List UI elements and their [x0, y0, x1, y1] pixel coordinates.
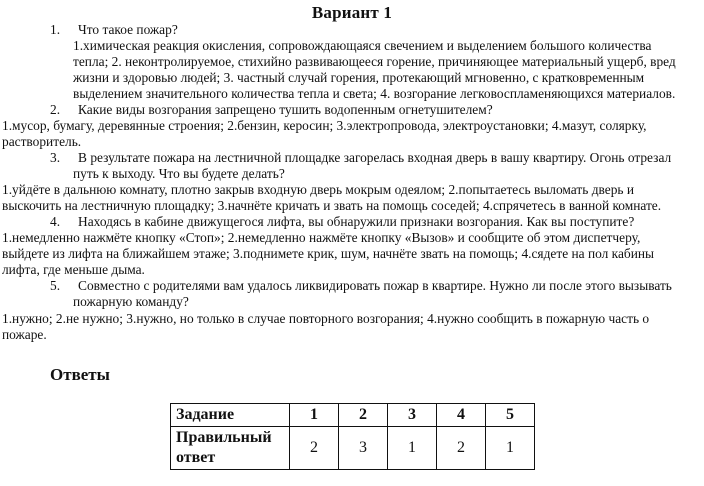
answer-line: выскочить на лестничную площадку; 3.начнёте кричать и звать на помощь соседей; 4.спрячетесь в ванной комнате.: [2, 198, 662, 213]
question-number: 2.: [50, 102, 61, 117]
answer-line: пожаре.: [2, 327, 47, 342]
question-text: Находясь в кабине движущегося лифта, вы обнаружили признаки возгорания. Как вы поступите?: [78, 214, 635, 229]
answer-line: 1.химическая реакция окисления, сопровождающаяся свечением и выделением большого количества: [73, 38, 652, 53]
answer-line: растворитель.: [2, 134, 82, 149]
question-4: [50, 214, 634, 230]
question-number: 5.: [50, 278, 61, 293]
task-number-cell: 4: [437, 404, 486, 427]
table-row: [171, 404, 535, 427]
answer-line: тепла; 2. неконтролируемое, стихийно развивающееся горение, причиняющее материальный ущерб, вред: [73, 54, 676, 69]
answer-key-table: [170, 403, 535, 470]
question-2: [50, 102, 493, 118]
correct-answer-cell: 1: [388, 427, 437, 470]
question-text-continued: пожарную команду?: [73, 294, 189, 309]
task-number-cell: 5: [486, 404, 535, 427]
answer-line: жизни и здоровью людей; 3. частный случай горения, протекающий мгновенно, с кратковременным: [73, 70, 645, 85]
table-row: [171, 427, 535, 470]
answer-line: лифта, где меньше дыма.: [2, 262, 145, 277]
question-text: Совместно с родителями вам удалось ликвидировать пожар в квартире. Нужно ли после этого вызывать: [78, 278, 672, 293]
question-3: [50, 150, 671, 166]
variant-title: Вариант 1: [311, 3, 393, 22]
label-line: Правильный: [176, 429, 272, 446]
question-1: [50, 22, 178, 38]
correct-answer-cell: 3: [339, 427, 388, 470]
answer-line: 1.мусор, бумагу, деревянные строения; 2.бензин, керосин; 3.электропровода, электроустановки; 4.мазут, солярку,: [2, 118, 647, 133]
correct-answer-label-cell: [171, 427, 290, 470]
question-number: 3.: [50, 150, 61, 165]
task-label-cell: Задание: [171, 404, 290, 427]
answer-line: выделением значительного количества тепла и света; 4. возгорание легковоспламеняющихся материалов.: [73, 86, 676, 101]
question-text-continued: путь к выходу. Что вы будете делать?: [73, 166, 285, 181]
question-5: [50, 278, 672, 294]
question-text: Какие виды возгорания запрещено тушить водопенным огнетушителем?: [78, 102, 493, 117]
answers-heading: Ответы: [50, 365, 110, 384]
task-number-cell: 2: [339, 404, 388, 427]
task-number-cell: 1: [290, 404, 339, 427]
question-number: 4.: [50, 214, 61, 229]
question-text: Что такое пожар?: [78, 22, 178, 37]
task-number-cell: 3: [388, 404, 437, 427]
question-text: В результате пожара на лестничной площадке загорелась входная дверь в вашу квартиру. Огонь отрезал: [78, 150, 672, 165]
correct-answer-cell: 2: [290, 427, 339, 470]
label-line: ответ: [176, 449, 216, 466]
answer-line: 1.нужно; 2.не нужно; 3.нужно, но только в случае повторного возгорания; 4.нужно сообщить в пожарную часть о: [2, 311, 650, 326]
question-number: 1.: [50, 22, 61, 37]
answer-line: 1.уйдёте в дальнюю комнату, плотно закрыв входную дверь мокрым одеялом; 2.попытаетесь выломать дверь и: [2, 182, 635, 197]
correct-answer-cell: 2: [437, 427, 486, 470]
answer-line: 1.немедленно нажмёте кнопку «Стоп»; 2.немедленно нажмёте кнопку «Вызов» и сообщите об этом диспетчеру,: [2, 230, 641, 245]
correct-answer-cell: 1: [486, 427, 535, 470]
answer-line: выйдете из лифта на ближайшем этаже; 3.поднимете крик, шум, начнёте звать на помощь; 4.сядете на пол кабины: [2, 246, 655, 261]
